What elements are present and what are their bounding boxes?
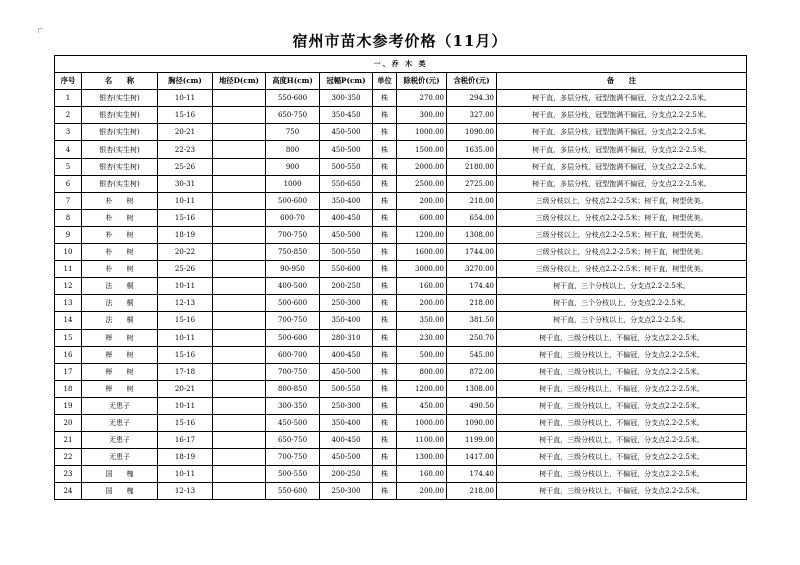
height-cell: 90-950 bbox=[266, 261, 320, 278]
remarks-cell: 树干直，多层分枝，冠型饱满不偏冠，分支点2.2-2.5米。 bbox=[497, 175, 747, 192]
crown-width-cell: 500-550 bbox=[320, 380, 373, 397]
plant-name-cell: 榉 树 bbox=[82, 363, 158, 380]
height-cell: 600-70 bbox=[266, 209, 320, 226]
trunk-diameter-cell: 18-19 bbox=[158, 226, 213, 243]
plant-name-cell: 朴 树 bbox=[82, 261, 158, 278]
table-row bbox=[55, 397, 747, 414]
crown-width-cell: 450-500 bbox=[320, 449, 373, 466]
ground-diameter-cell bbox=[213, 124, 266, 141]
price-inc-tax-cell: 872.00 bbox=[447, 363, 497, 380]
ground-diameter-cell bbox=[213, 158, 266, 175]
crown-width-cell: 300-350 bbox=[320, 90, 373, 107]
unit-cell: 株 bbox=[373, 329, 397, 346]
row-number-cell: 3 bbox=[55, 124, 82, 141]
ground-diameter-cell bbox=[213, 449, 266, 466]
remarks-cell: 三级分枝以上，分枝点2.2-2.5米；树干直，树型优美。 bbox=[497, 226, 747, 243]
trunk-diameter-cell: 10-11 bbox=[158, 329, 213, 346]
trunk-diameter-cell: 16-17 bbox=[158, 432, 213, 449]
price-inc-tax-cell: 218.00 bbox=[447, 295, 497, 312]
remarks-cell: 树干直，三级分枝以上，不偏冠，分支点2.2-2.5米。 bbox=[497, 329, 747, 346]
trunk-diameter-cell: 17-18 bbox=[158, 363, 213, 380]
ground-diameter-cell bbox=[213, 397, 266, 414]
col-no-header: 序号 bbox=[55, 73, 82, 90]
ground-diameter-cell bbox=[213, 483, 266, 500]
unit-cell: 株 bbox=[373, 175, 397, 192]
table-row bbox=[55, 192, 747, 209]
height-cell: 700-750 bbox=[266, 226, 320, 243]
price-inc-tax-cell: 327.00 bbox=[447, 107, 497, 124]
plant-name-cell: 榉 树 bbox=[82, 329, 158, 346]
price-ex-tax-cell: 1600.00 bbox=[397, 244, 447, 261]
crown-width-cell: 350-400 bbox=[320, 192, 373, 209]
row-number-cell: 23 bbox=[55, 466, 82, 483]
trunk-diameter-cell: 10-11 bbox=[158, 192, 213, 209]
trunk-diameter-cell: 15-16 bbox=[158, 346, 213, 363]
height-cell: 650-750 bbox=[266, 432, 320, 449]
plant-name-cell: 榉 树 bbox=[82, 346, 158, 363]
trunk-diameter-cell: 20-21 bbox=[158, 124, 213, 141]
crown-width-cell: 550-600 bbox=[320, 261, 373, 278]
table-row bbox=[55, 466, 747, 483]
ground-diameter-cell bbox=[213, 209, 266, 226]
height-cell: 400-500 bbox=[266, 278, 320, 295]
price-ex-tax-cell: 160.00 bbox=[397, 278, 447, 295]
row-number-cell: 20 bbox=[55, 414, 82, 431]
height-cell: 500-600 bbox=[266, 295, 320, 312]
row-number-cell: 1 bbox=[55, 90, 82, 107]
height-cell: 550-600 bbox=[266, 483, 320, 500]
plant-name-cell: 法 桐 bbox=[82, 278, 158, 295]
row-number-cell: 4 bbox=[55, 141, 82, 158]
price-ex-tax-cell: 800.00 bbox=[397, 363, 447, 380]
crown-width-cell: 500-550 bbox=[320, 158, 373, 175]
price-inc-tax-cell: 2725.00 bbox=[447, 175, 497, 192]
plant-name-cell: 朴 树 bbox=[82, 244, 158, 261]
price-ex-tax-cell: 1200.00 bbox=[397, 380, 447, 397]
crown-width-cell: 450-500 bbox=[320, 363, 373, 380]
row-number-cell: 6 bbox=[55, 175, 82, 192]
trunk-diameter-cell: 20-21 bbox=[158, 380, 213, 397]
row-number-cell: 13 bbox=[55, 295, 82, 312]
table-row bbox=[55, 209, 747, 226]
row-number-cell: 22 bbox=[55, 449, 82, 466]
crown-width-cell: 550-650 bbox=[320, 175, 373, 192]
remarks-cell: 树干直，三个分枝以上，分支点2.2-2.5米。 bbox=[497, 278, 747, 295]
plant-name-cell: 朴 树 bbox=[82, 209, 158, 226]
plant-name-cell: 银杏(实生树) bbox=[82, 141, 158, 158]
row-number-cell: 16 bbox=[55, 346, 82, 363]
table-row bbox=[55, 295, 747, 312]
row-number-cell: 18 bbox=[55, 380, 82, 397]
table-row bbox=[55, 124, 747, 141]
remarks-cell: 树干直，三级分枝以上，不偏冠，分支点2.2-2.5米。 bbox=[497, 432, 747, 449]
ground-diameter-cell bbox=[213, 226, 266, 243]
price-ex-tax-cell: 270.00 bbox=[397, 90, 447, 107]
ground-diameter-cell bbox=[213, 244, 266, 261]
table-row bbox=[55, 175, 747, 192]
unit-cell: 株 bbox=[373, 90, 397, 107]
plant-name-cell: 榉 树 bbox=[82, 380, 158, 397]
remarks-cell: 树干直，三个分枝以上，分支点2.2-2.5米。 bbox=[497, 295, 747, 312]
remarks-cell: 树干直，多层分枝，冠型饱满不偏冠，分支点2.2-2.5米。 bbox=[497, 141, 747, 158]
row-number-cell: 15 bbox=[55, 329, 82, 346]
ground-diameter-cell bbox=[213, 295, 266, 312]
price-inc-tax-cell: 1199.00 bbox=[447, 432, 497, 449]
plant-name-cell: 法 桐 bbox=[82, 295, 158, 312]
crown-width-cell: 250-300 bbox=[320, 397, 373, 414]
ground-diameter-cell bbox=[213, 432, 266, 449]
height-cell: 750-850 bbox=[266, 244, 320, 261]
ground-diameter-cell bbox=[213, 363, 266, 380]
price-ex-tax-cell: 230.00 bbox=[397, 329, 447, 346]
row-number-cell: 7 bbox=[55, 192, 82, 209]
plant-name-cell: 银杏(实生树) bbox=[82, 158, 158, 175]
col-price-inc-tax-header: 含税价(元) bbox=[447, 73, 497, 90]
trunk-diameter-cell: 12-13 bbox=[158, 483, 213, 500]
row-number-cell: 17 bbox=[55, 363, 82, 380]
row-number-cell: 14 bbox=[55, 312, 82, 329]
price-inc-tax-cell: 490.50 bbox=[447, 397, 497, 414]
unit-cell: 株 bbox=[373, 449, 397, 466]
price-ex-tax-cell: 1000.00 bbox=[397, 414, 447, 431]
trunk-diameter-cell: 20-22 bbox=[158, 244, 213, 261]
height-cell: 800 bbox=[266, 141, 320, 158]
ground-diameter-cell bbox=[213, 278, 266, 295]
crown-width-cell: 500-550 bbox=[320, 244, 373, 261]
unit-cell: 株 bbox=[373, 346, 397, 363]
row-number-cell: 5 bbox=[55, 158, 82, 175]
height-cell: 650-750 bbox=[266, 107, 320, 124]
remarks-cell: 树干直，三个分枝以上，分支点2.2-2.5米。 bbox=[497, 312, 747, 329]
height-cell: 750 bbox=[266, 124, 320, 141]
ground-diameter-cell bbox=[213, 329, 266, 346]
price-inc-tax-cell: 2180.00 bbox=[447, 158, 497, 175]
remarks-cell: 树干直，多层分枝，冠型饱满不偏冠，分支点2.2-2.5米。 bbox=[497, 90, 747, 107]
plant-name-cell: 朴 树 bbox=[82, 192, 158, 209]
trunk-diameter-cell: 25-26 bbox=[158, 261, 213, 278]
price-inc-tax-cell: 218.00 bbox=[447, 192, 497, 209]
crown-width-cell: 200-250 bbox=[320, 466, 373, 483]
crown-width-cell: 350-400 bbox=[320, 414, 373, 431]
plant-name-cell: 法 桐 bbox=[82, 312, 158, 329]
price-ex-tax-cell: 200.00 bbox=[397, 483, 447, 500]
table-row bbox=[55, 346, 747, 363]
column-header-row bbox=[55, 73, 747, 90]
price-ex-tax-cell: 350.00 bbox=[397, 312, 447, 329]
unit-cell: 株 bbox=[373, 141, 397, 158]
ground-diameter-cell bbox=[213, 380, 266, 397]
crown-width-cell: 400-450 bbox=[320, 432, 373, 449]
ground-diameter-cell bbox=[213, 466, 266, 483]
price-inc-tax-cell: 1090.00 bbox=[447, 414, 497, 431]
crown-width-cell: 250-300 bbox=[320, 295, 373, 312]
ground-diameter-cell bbox=[213, 346, 266, 363]
ground-diameter-cell bbox=[213, 90, 266, 107]
unit-cell: 株 bbox=[373, 244, 397, 261]
row-number-cell: 21 bbox=[55, 432, 82, 449]
remarks-cell: 树干直，多层分枝，冠型饱满不偏冠，分支点2.2-2.5米。 bbox=[497, 107, 747, 124]
col-name-header: 名 称 bbox=[82, 73, 158, 90]
price-ex-tax-cell: 1000.00 bbox=[397, 124, 447, 141]
height-cell: 700-750 bbox=[266, 449, 320, 466]
plant-name-cell: 国 槐 bbox=[82, 483, 158, 500]
unit-cell: 株 bbox=[373, 261, 397, 278]
remarks-cell: 树干直，三级分枝以上，不偏冠，分支点2.2-2.5米。 bbox=[497, 466, 747, 483]
price-inc-tax-cell: 381.50 bbox=[447, 312, 497, 329]
row-number-cell: 9 bbox=[55, 226, 82, 243]
table-row bbox=[55, 380, 747, 397]
price-ex-tax-cell: 1500.00 bbox=[397, 141, 447, 158]
remarks-cell: 树干直，三级分枝以上，不偏冠，分支点2.2-2.5米。 bbox=[497, 380, 747, 397]
table-row bbox=[55, 363, 747, 380]
plant-name-cell: 无患子 bbox=[82, 432, 158, 449]
plant-name-cell: 银杏(实生树) bbox=[82, 124, 158, 141]
price-ex-tax-cell: 2000.00 bbox=[397, 158, 447, 175]
crown-width-cell: 250-300 bbox=[320, 483, 373, 500]
table-row bbox=[55, 312, 747, 329]
ground-diameter-cell bbox=[213, 175, 266, 192]
col-remarks-header: 备 注 bbox=[497, 73, 747, 90]
price-inc-tax-cell: 545.00 bbox=[447, 346, 497, 363]
price-inc-tax-cell: 1635.00 bbox=[447, 141, 497, 158]
row-number-cell: 11 bbox=[55, 261, 82, 278]
price-ex-tax-cell: 200.00 bbox=[397, 295, 447, 312]
price-ex-tax-cell: 2500.00 bbox=[397, 175, 447, 192]
price-inc-tax-cell: 294.30 bbox=[447, 90, 497, 107]
unit-cell: 株 bbox=[373, 466, 397, 483]
remarks-cell: 树干直，三级分枝以上，不偏冠，分支点2.2-2.5米。 bbox=[497, 363, 747, 380]
price-inc-tax-cell: 1308.00 bbox=[447, 380, 497, 397]
col-ground-diameter-header: 地径D(cm) bbox=[213, 73, 266, 90]
ground-diameter-cell bbox=[213, 312, 266, 329]
plant-name-cell: 朴 树 bbox=[82, 226, 158, 243]
plant-name-cell: 无患子 bbox=[82, 449, 158, 466]
unit-cell: 株 bbox=[373, 295, 397, 312]
height-cell: 700-750 bbox=[266, 363, 320, 380]
col-unit-header: 单位 bbox=[373, 73, 397, 90]
price-inc-tax-cell: 174.40 bbox=[447, 278, 497, 295]
page-title: 宿州市苗木参考价格（11月） bbox=[292, 32, 508, 50]
remarks-cell: 树干直，三级分枝以上，不偏冠，分支点2.2-2.5米。 bbox=[497, 483, 747, 500]
table-row bbox=[55, 141, 747, 158]
unit-cell: 株 bbox=[373, 226, 397, 243]
price-inc-tax-cell: 1744.00 bbox=[447, 244, 497, 261]
section-header: 一、乔 木 类 bbox=[55, 56, 747, 73]
unit-cell: 株 bbox=[373, 107, 397, 124]
remarks-cell: 树干直，三级分枝以上，不偏冠，分支点2.2-2.5米。 bbox=[497, 414, 747, 431]
plant-name-cell: 无患子 bbox=[82, 397, 158, 414]
trunk-diameter-cell: 15-16 bbox=[158, 209, 213, 226]
trunk-diameter-cell: 10-11 bbox=[158, 278, 213, 295]
ground-diameter-cell bbox=[213, 192, 266, 209]
height-cell: 450-500 bbox=[266, 414, 320, 431]
remarks-cell: 树干直，多层分枝，冠型饱满不偏冠，分支点2.2-2.5米。 bbox=[497, 158, 747, 175]
unit-cell: 株 bbox=[373, 483, 397, 500]
col-price-ex-tax-header: 除税价(元) bbox=[397, 73, 447, 90]
height-cell: 500-600 bbox=[266, 192, 320, 209]
trunk-diameter-cell: 15-16 bbox=[158, 107, 213, 124]
remarks-cell: 三级分枝以上，分枝点2.2-2.5米；树干直，树型优美。 bbox=[497, 209, 747, 226]
price-ex-tax-cell: 450.00 bbox=[397, 397, 447, 414]
table-row bbox=[55, 244, 747, 261]
trunk-diameter-cell: 25-26 bbox=[158, 158, 213, 175]
unit-cell: 株 bbox=[373, 192, 397, 209]
height-cell: 1000 bbox=[266, 175, 320, 192]
unit-cell: 株 bbox=[373, 124, 397, 141]
crown-width-cell: 400-450 bbox=[320, 346, 373, 363]
row-number-cell: 19 bbox=[55, 397, 82, 414]
trunk-diameter-cell: 22-23 bbox=[158, 141, 213, 158]
ground-diameter-cell bbox=[213, 261, 266, 278]
row-number-cell: 8 bbox=[55, 209, 82, 226]
trunk-diameter-cell: 10-11 bbox=[158, 466, 213, 483]
crown-width-cell: 280-310 bbox=[320, 329, 373, 346]
trunk-diameter-cell: 15-16 bbox=[158, 414, 213, 431]
height-cell: 800-850 bbox=[266, 380, 320, 397]
ground-diameter-cell bbox=[213, 107, 266, 124]
trunk-diameter-cell: 10-11 bbox=[158, 90, 213, 107]
price-ex-tax-cell: 3000.00 bbox=[397, 261, 447, 278]
crown-width-cell: 350-400 bbox=[320, 312, 373, 329]
remarks-cell: 三级分枝以上，分枝点2.2-2.5米；树干直，树型优美。 bbox=[497, 192, 747, 209]
crown-width-cell: 450-500 bbox=[320, 141, 373, 158]
remarks-cell: 三级分枝以上，分枝点2.2-2.5米；树干直，树型优美。 bbox=[497, 261, 747, 278]
unit-cell: 株 bbox=[373, 380, 397, 397]
ground-diameter-cell bbox=[213, 414, 266, 431]
crown-width-cell: 350-450 bbox=[320, 107, 373, 124]
price-ex-tax-cell: 300.00 bbox=[397, 107, 447, 124]
price-inc-tax-cell: 218.00 bbox=[447, 483, 497, 500]
unit-cell: 株 bbox=[373, 363, 397, 380]
table-row bbox=[55, 261, 747, 278]
table-row bbox=[55, 449, 747, 466]
height-cell: 300-350 bbox=[266, 397, 320, 414]
price-ex-tax-cell: 500.00 bbox=[397, 346, 447, 363]
unit-cell: 株 bbox=[373, 278, 397, 295]
remarks-cell: 树干直，三级分枝以上，不偏冠，分支点2.2-2.5米。 bbox=[497, 397, 747, 414]
plant-name-cell: 银杏(实生树) bbox=[82, 175, 158, 192]
price-inc-tax-cell: 1308.00 bbox=[447, 226, 497, 243]
table-body bbox=[55, 90, 747, 500]
table-row bbox=[55, 158, 747, 175]
crown-width-cell: 450-500 bbox=[320, 124, 373, 141]
price-inc-tax-cell: 250.70 bbox=[447, 329, 497, 346]
row-number-cell: 2 bbox=[55, 107, 82, 124]
crown-width-cell: 450-500 bbox=[320, 226, 373, 243]
crown-width-cell: 400-450 bbox=[320, 209, 373, 226]
ground-diameter-cell bbox=[213, 141, 266, 158]
height-cell: 500-600 bbox=[266, 329, 320, 346]
height-cell: 700-750 bbox=[266, 312, 320, 329]
table-row bbox=[55, 483, 747, 500]
trunk-diameter-cell: 12-13 bbox=[158, 295, 213, 312]
plant-name-cell: 国 槐 bbox=[82, 466, 158, 483]
height-cell: 900 bbox=[266, 158, 320, 175]
crown-width-cell: 200-250 bbox=[320, 278, 373, 295]
height-cell: 600-700 bbox=[266, 346, 320, 363]
price-inc-tax-cell: 174.40 bbox=[447, 466, 497, 483]
price-inc-tax-cell: 1090.00 bbox=[447, 124, 497, 141]
col-height-header: 高度H(cm) bbox=[266, 73, 320, 90]
col-dbh-header: 胸径(cm) bbox=[158, 73, 213, 90]
plant-name-cell: 无患子 bbox=[82, 414, 158, 431]
unit-cell: 株 bbox=[373, 158, 397, 175]
table-row bbox=[55, 107, 747, 124]
row-number-cell: 12 bbox=[55, 278, 82, 295]
price-ex-tax-cell: 1200.00 bbox=[397, 226, 447, 243]
remarks-cell: 树干直，三级分枝以上，不偏冠，分支点2.2-2.5米。 bbox=[497, 449, 747, 466]
table-row bbox=[55, 432, 747, 449]
table-row bbox=[55, 414, 747, 431]
plant-name-cell: 银杏(实生树) bbox=[82, 107, 158, 124]
table-row bbox=[55, 90, 747, 107]
unit-cell: 株 bbox=[373, 209, 397, 226]
height-cell: 550-600 bbox=[266, 90, 320, 107]
price-inc-tax-cell: 654.00 bbox=[447, 209, 497, 226]
remarks-cell: 树干直，三级分枝以上，不偏冠，分支点2.2-2.5米。 bbox=[497, 346, 747, 363]
plant-name-cell: 银杏(实生树) bbox=[82, 90, 158, 107]
table-row bbox=[55, 329, 747, 346]
remarks-cell: 树干直，多层分枝，冠型饱满不偏冠，分支点2.2-2.5米。 bbox=[497, 124, 747, 141]
unit-cell: 株 bbox=[373, 414, 397, 431]
height-cell: 500-550 bbox=[266, 466, 320, 483]
table-row bbox=[55, 226, 747, 243]
unit-cell: 株 bbox=[373, 432, 397, 449]
price-inc-tax-cell: 3270.00 bbox=[447, 261, 497, 278]
price-table bbox=[54, 55, 747, 500]
unit-cell: 株 bbox=[373, 312, 397, 329]
unit-cell: 株 bbox=[373, 397, 397, 414]
trunk-diameter-cell: 15-16 bbox=[158, 312, 213, 329]
trunk-diameter-cell: 10-11 bbox=[158, 397, 213, 414]
price-ex-tax-cell: 1300.00 bbox=[397, 449, 447, 466]
table-row bbox=[55, 278, 747, 295]
row-number-cell: 10 bbox=[55, 244, 82, 261]
price-inc-tax-cell: 1417.00 bbox=[447, 449, 497, 466]
row-number-cell: 24 bbox=[55, 483, 82, 500]
col-crown-header: 冠幅P(cm) bbox=[320, 73, 373, 90]
trunk-diameter-cell: 18-19 bbox=[158, 449, 213, 466]
remarks-cell: 三级分枝以上，分枝点2.2-2.5米；树干直，树型优美。 bbox=[497, 244, 747, 261]
price-ex-tax-cell: 160.00 bbox=[397, 466, 447, 483]
price-ex-tax-cell: 600.00 bbox=[397, 209, 447, 226]
trunk-diameter-cell: 30-31 bbox=[158, 175, 213, 192]
price-ex-tax-cell: 200.00 bbox=[397, 192, 447, 209]
price-ex-tax-cell: 1100.00 bbox=[397, 432, 447, 449]
